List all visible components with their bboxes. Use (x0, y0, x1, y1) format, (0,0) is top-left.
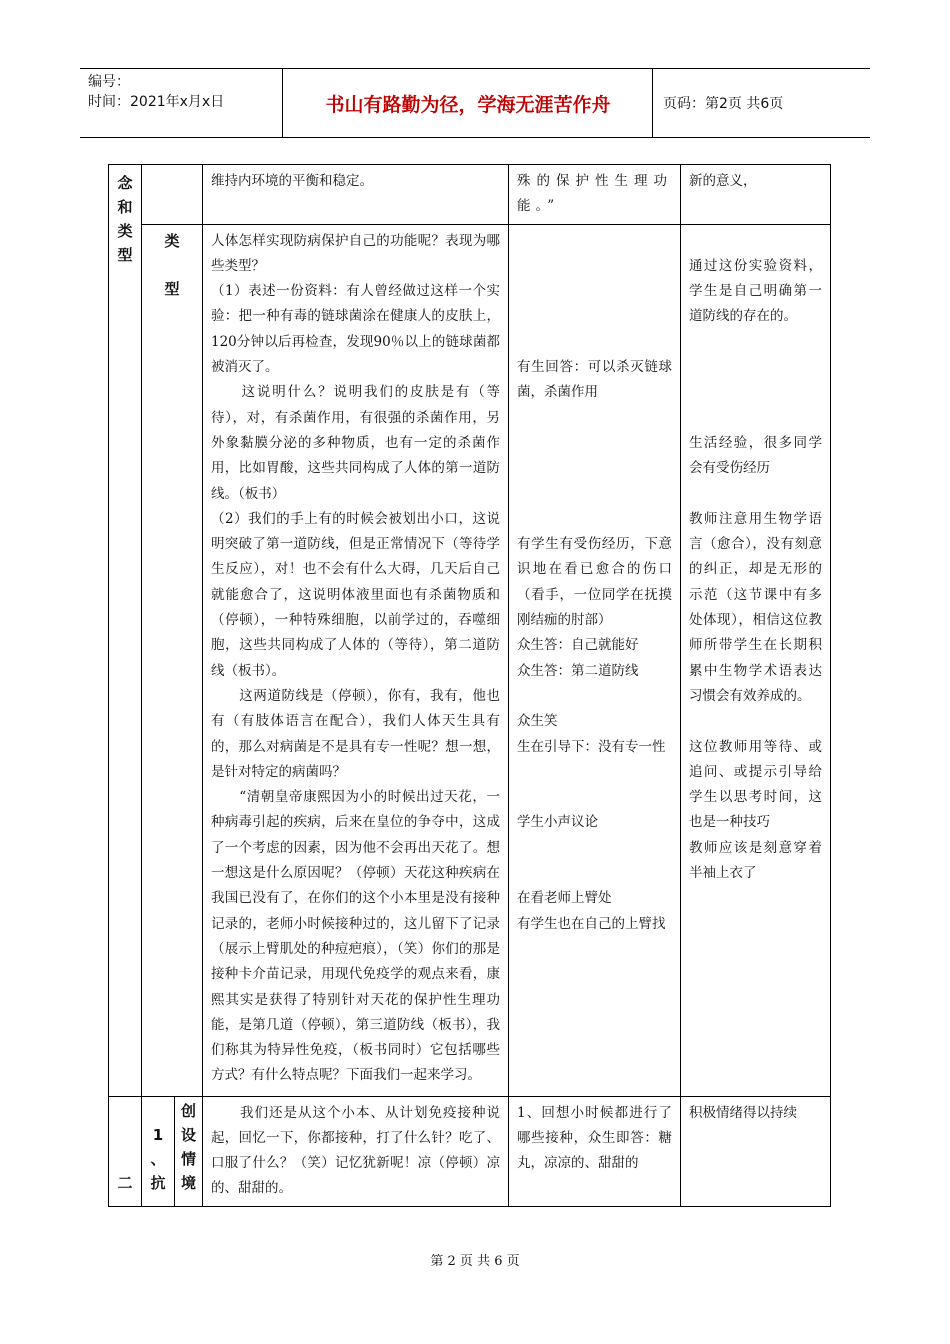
topic-label-cell (175, 1096, 203, 1206)
section-label-cell (109, 165, 142, 1097)
note-text: 积极情绪得以持续 (689, 1104, 797, 1121)
student-text: 殊的保护性生理功能。” (517, 173, 672, 215)
note-cell (681, 165, 831, 225)
student-cell (509, 165, 681, 225)
student-cell (509, 224, 681, 1096)
header-meta (80, 69, 283, 137)
table-row (109, 165, 831, 225)
note-text: 新的意义， (689, 173, 757, 189)
page-footer: 第 2 页 共 6 页 (430, 1254, 520, 1269)
student-cell (509, 1096, 681, 1206)
content-cell (203, 165, 509, 225)
subsection-label-cell (142, 224, 203, 1096)
content-cell (203, 1096, 509, 1206)
subsection-label-cell (142, 1096, 175, 1206)
teacher-text: 维持内环境的平衡和稳定。 (211, 173, 373, 189)
subsection-label: 类 型 (164, 231, 180, 298)
empty-cell (142, 165, 203, 225)
student-text: 有生回答：可以杀灭链球菌，杀菌作用 有学生有受伤经历，下意识地在看已愈合的伤口（看手，一位同学在抚摸刚结痂的肘部） 众生答：自己就能好 众生答：第二道防线 众生笑 生在引导下：没有专一性 学生小声议论 在看老师上臂处 有学生也在自己的上臂找 (517, 359, 672, 932)
subsection-label: 1 、 抗 (150, 1125, 166, 1192)
table-row (109, 224, 831, 1096)
section-label: 念 和 类 型 (117, 174, 133, 264)
page-header (80, 68, 870, 138)
note-text: 通过这份实验资料，学生是自己明确第一道防线的存在的。 生活经验，很多同学会有受伤经历 教师注意用生物学语言（愈合），没有刻意的纠正，却是无形的示范（这节课中有多处体现），相信这位教师所带学生在长期积累中生物学术语表达习惯会有效养成的。 这位教师用等待、或追问、或提示引导给学生以思考时间，这也是一种技巧 教师应该是刻意穿着半袖上衣了 (689, 257, 822, 882)
note-cell (681, 224, 831, 1096)
content-cell (203, 224, 509, 1096)
page-number-label: 页码：第2页 共6页 (663, 96, 784, 112)
table-row (109, 1096, 831, 1206)
teacher-text: 我们还是从这个小本、从计划免疫接种说起，回忆一下，你都接种，打了什么针？吃了、口服了什么？（笑）记忆犹新呢！凉（停顿）凉的、甜甜的。 (211, 1104, 500, 1197)
header-motto: 书山有路勤为径，学海无涯苦作舟 (284, 69, 653, 137)
lesson-table (108, 164, 831, 1207)
time-label: 时间：2021年x月x日 (88, 94, 225, 110)
student-text: 1、回想小时候都进行了哪些接种，众生即答：糖丸，凉凉的、甜甜的 (517, 1104, 672, 1172)
section-label: 二 (117, 1173, 133, 1192)
number-label: 编号： (88, 74, 130, 90)
topic-label: 创 设 情 境 (180, 1101, 196, 1192)
note-cell (681, 1096, 831, 1206)
teacher-text: 人体怎样实现防病保护自己的功能呢？表现为哪些类型？ （1）表述一份资料：有人曾经做过这样一个实验：把一种有毒的链球菌涂在健康人的皮肤上，120分钟以后再检查，发现90％以上的链球菌都被消灭了。 这说明什么？说明我们的皮肤是有（等待），对，有杀菌作用，有很强的杀菌作用，另外象黏膜分泌的多种物质，也有一定的杀菌作用，比如胃酸，这些共同构成了人体的第一道防线。（板书） （2）我们的手上有的时候会被划出小口，这说明突破了第一道防线，但是正常情况下（等待学生反应），对！也不会有什么大碍，几天后自己就能愈合了，这说明体液里面也有杀菌物质和（停顿），一种特殊细胞，以前学过的，吞噬细胞，这些共同构成了人体的（等待），第二道防线（板书）。 这两道防线是（停顿），你有，我有，他也有（有肢体语言在配合），我们人体天生具有的，那么对病菌是不是具有专一性呢？想一想，是针对特定的病菌吗？ “清朝皇帝康熙因为小的时候出过天花，一种病毒引起的疾病，后来在皇位的争夺中，这成了一个考虑的因素，因为他不会再出天花了。想一想这是什么原因呢？（停顿）天花这种疾病在我国已没有了，在你们的这个小本里是没有接种记录的，老师小时候接种过的，这儿留下了记录（展示上臂肌处的种痘疤痕），（笑）你们的那是接种卡介苗记录，用现代免疫学的观点来看，康熙其实是获得了特别针对天花的保护性生理功能，是第几道（停顿），第三道防线（板书），我们称其为特异性免疫，（板书同时）它包括哪些方式？有什么特点呢？下面我们一起来学习。 (211, 232, 500, 1084)
section-label-cell (109, 1096, 142, 1206)
